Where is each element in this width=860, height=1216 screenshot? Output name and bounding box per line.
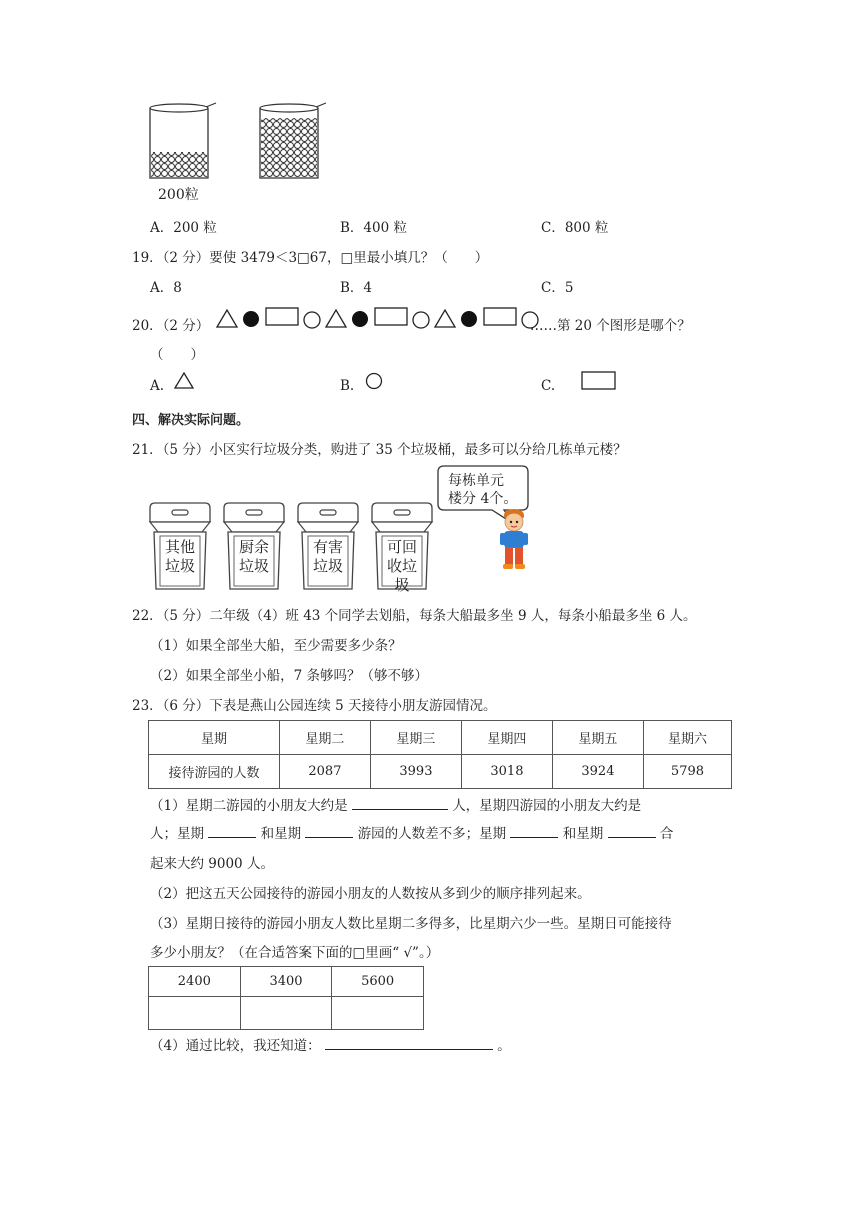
filled-circle-icon [243,311,259,327]
q18-option-a: A．200 粒 [150,220,217,236]
table-cell: 3924 [552,755,643,789]
choice-value: 5600 [332,967,424,997]
trash-bin-3 [296,500,360,592]
bubble-line2: 楼分 4个。 [448,491,518,507]
choice-value: 2400 [149,967,241,997]
q19-option-c: C．5 [541,280,574,296]
q23-s1-h: 起来大约 9000 人。 [150,856,274,872]
q23-s4-line [150,1034,511,1054]
choice-value: 3400 [240,967,332,997]
q23-s4-end: 。 [497,1038,511,1054]
trash-bin-4 [370,500,434,592]
table-header-cell: 星期六 [643,721,731,755]
triangle-icon [326,310,346,327]
q22-sub1: （1）如果全部坐大船，至少需要多少条？ [150,638,402,654]
table-cell: 接待游园的人数 [149,755,280,789]
section-title: 四、解决实际问题。 [132,413,250,428]
circle-icon [413,312,429,328]
circle-icon [304,312,320,328]
q20-option-a: A. [150,378,165,394]
answer-blank[interactable] [510,823,558,838]
table-cell: 3018 [461,755,552,789]
q18-option-c: C．800 粒 [541,220,609,236]
boy-icon [494,508,534,572]
q20-number: 20．（2 分） [132,318,210,334]
q21-text: 21．（5 分）小区实行垃圾分类，购进了 35 个垃圾桶，最多可以分给几栋单元楼？ [132,442,627,458]
table-header-cell: 星期三 [370,721,461,755]
answer-blank[interactable] [608,823,656,838]
visitor-table [148,720,732,789]
q19-option-a: A．8 [150,280,182,296]
bin-label-line1: 有害 [312,538,343,556]
q23-s3-b: 多少小朋友？（在合适答案下面的□里画“ √”。） [150,945,440,961]
bubble-line1: 每栋单元 [448,473,504,489]
q20-option-b: B. [340,378,355,394]
q20-suffix: ……第 20 个图形是哪个？ [530,318,691,334]
shape-sequence [214,304,564,334]
table-row [149,755,732,789]
q23-s1-line2 [150,822,673,842]
checkbox-row [149,997,424,1030]
answer-blank[interactable] [305,823,353,838]
triangle-icon [217,310,237,327]
choice-table [148,966,424,1030]
check-cell[interactable] [332,997,424,1030]
q23-s1-d: 和星期 [260,826,302,842]
q23-text: 23．（6 分）下表是燕山公园连续 5 天接待小朋友游园情况。 [132,698,497,714]
table-cell: 3993 [370,755,461,789]
bin-label-line1: 其他 [164,538,195,556]
triangle-icon [435,310,455,327]
q23-s2: （2）把这五天公园接待的游园小朋友的人数按从多到少的顺序排列起来。 [150,886,591,902]
q23-s1-f: 和星期 [562,826,604,842]
circle-option-icon [363,370,385,392]
check-cell[interactable] [240,997,332,1030]
rectangle-icon [375,308,407,325]
check-cell[interactable] [149,997,241,1030]
q18-option-b: B．400 粒 [340,220,407,236]
bin-label-line1: 可回 [386,538,417,556]
rectangle-icon [266,308,298,325]
answer-blank[interactable] [352,795,448,810]
q23-s1-e: 游园的人数差不多；星期 [357,826,507,842]
q23-s1-line1 [150,794,641,814]
bin-label-line2: 垃圾 [238,557,269,575]
table-cell: 2087 [279,755,370,789]
filled-circle-icon [352,311,368,327]
q19-text: 19．（2 分）要使 3479＜3□67，□里最小填几？（ ） [132,250,489,266]
q20-paren: （ ） [150,347,204,363]
q19-option-b: B．4 [340,280,373,296]
q23-s1-a: （1）星期二游园的小朋友大约是 [150,798,348,814]
beaker-full-icon [260,103,326,178]
table-header-cell: 星期五 [552,721,643,755]
answer-blank[interactable] [208,823,256,838]
q23-s4: （4）通过比较，我还知道： [150,1038,321,1054]
table-cell: 5798 [643,755,731,789]
q23-s1-c: 人；星期 [150,826,204,842]
trash-bin-2 [222,500,286,592]
bin-label-line2: 收垃 [386,557,417,575]
q23-s1-b: 人，星期四游园的小朋友大约是 [452,798,642,814]
bin-label-line2: 垃圾 [312,557,343,575]
q22-text: 22．（5 分）二年级（4）班 43 个同学去划船，每条大船最多坐 9 人，每条小船最多坐 6 人。 [132,608,697,624]
q23-s3-a: （3）星期日接待的游园小朋友人数比星期二多得多，比星期六少一些。星期日可能接待 [150,916,672,932]
rectangle-icon [484,308,516,325]
table-header-cell: 星期四 [461,721,552,755]
trash-bin-1 [148,500,212,592]
q20-option-c: C. [541,378,556,394]
q23-s1-g: 合 [659,826,674,842]
answer-blank[interactable] [325,1035,493,1050]
rectangle-option-icon [580,370,618,392]
q22-sub2: （2）如果全部坐小船，7 条够吗？（够不够） [150,668,428,684]
triangle-option-icon [173,371,197,391]
table-header-cell: 星期 [149,721,280,755]
beaker-label: 200粒 [158,187,199,203]
beaker-200-icon [150,103,216,178]
bin-label-line2: 垃圾 [164,557,195,575]
table-header-cell: 星期二 [279,721,370,755]
choice-row [149,967,424,997]
bin-label-line1: 厨余 [238,538,269,556]
bin-label-line3: 圾 [394,576,410,594]
table-header-row [149,721,732,755]
filled-circle-icon [461,311,477,327]
